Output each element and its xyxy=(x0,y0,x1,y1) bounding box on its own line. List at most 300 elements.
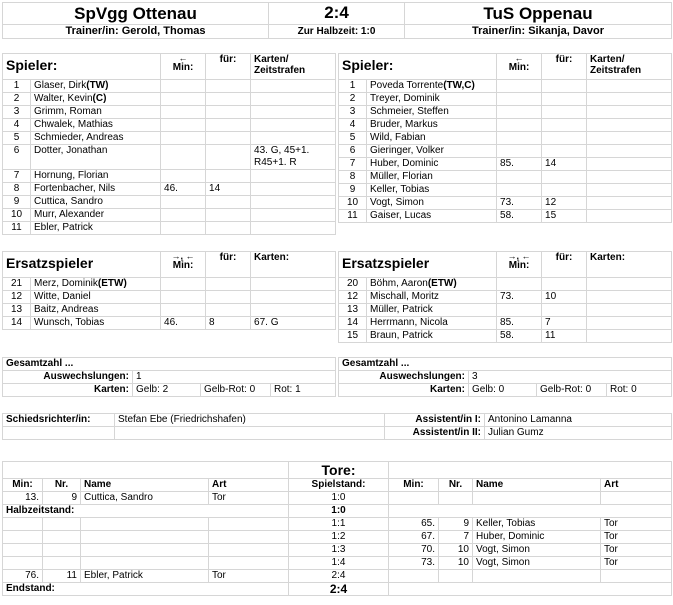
goal-row xyxy=(3,505,672,518)
player-cards xyxy=(587,80,672,93)
goals-table xyxy=(2,461,672,596)
player-name: Wunsch, Tobias xyxy=(34,317,105,328)
home-subs-section xyxy=(2,251,336,330)
player-number: 6 xyxy=(3,145,31,170)
final-score-value: 2:4 xyxy=(289,583,389,596)
min-label: Min: xyxy=(508,62,530,73)
sub-minute xyxy=(161,222,206,235)
player-row xyxy=(339,291,672,304)
halftime-score-value: 1:0 xyxy=(289,505,389,518)
home-team-name: SpVgg Ottenau xyxy=(3,3,269,25)
goal-type xyxy=(209,557,289,570)
min-label: Min: xyxy=(172,62,194,73)
player-name: Dotter, Jonathan xyxy=(34,145,108,156)
match-header xyxy=(2,2,672,39)
assistant2-name: Julian Gumz xyxy=(485,427,672,440)
player-number: 14 xyxy=(3,317,31,330)
player-row xyxy=(339,106,672,119)
sub-for-number xyxy=(542,106,587,119)
sub-minute xyxy=(161,145,206,170)
away-players-section xyxy=(338,53,672,223)
roster-title: Ersatzspieler xyxy=(339,252,497,278)
sub-minute xyxy=(161,119,206,132)
goal-row xyxy=(3,557,672,570)
goal-type: Tor xyxy=(601,544,672,557)
home-subs-table xyxy=(2,251,336,330)
player-name-cell xyxy=(31,291,161,304)
sub-for-number xyxy=(206,196,251,209)
player-cards xyxy=(251,196,336,209)
sub-for-number xyxy=(206,80,251,93)
player-cards xyxy=(587,330,672,343)
sub-minute xyxy=(161,304,206,317)
home-subs-label: Auswechslungen: xyxy=(3,371,133,384)
player-row xyxy=(339,304,672,317)
player-cards xyxy=(251,170,336,183)
away-yellow: Gelb: 0 xyxy=(469,384,537,397)
player-name-cell xyxy=(31,196,161,209)
sub-minute xyxy=(497,119,542,132)
player-name-cell xyxy=(367,145,497,158)
sub-for-number xyxy=(206,119,251,132)
goal-minute xyxy=(3,531,43,544)
goal-player-name: Vogt, Simon xyxy=(473,544,601,557)
player-cards xyxy=(251,209,336,222)
away-subs-count: 3 xyxy=(469,371,672,384)
player-number: 13 xyxy=(339,304,367,317)
player-cards xyxy=(587,197,672,210)
goal-player-number: 10 xyxy=(439,557,473,570)
player-row xyxy=(3,93,336,106)
home-red: Rot: 1 xyxy=(271,384,336,397)
goal-type xyxy=(209,518,289,531)
player-number: 1 xyxy=(3,80,31,93)
player-row xyxy=(339,278,672,291)
cards-label: Karten/ xyxy=(590,54,625,65)
roster-title: Spieler: xyxy=(339,54,497,80)
player-name-cell xyxy=(367,93,497,106)
sub-minute xyxy=(497,93,542,106)
player-name: Herrmann, Nicola xyxy=(370,317,448,328)
player-number: 12 xyxy=(339,291,367,304)
player-name-cell xyxy=(31,132,161,145)
player-name-cell xyxy=(367,106,497,119)
roster-header-row xyxy=(3,252,336,278)
sub-for-number xyxy=(206,278,251,291)
player-name: Treyer, Dominik xyxy=(370,93,440,104)
player-name-cell xyxy=(367,330,497,343)
player-name: Cuttica, Sandro xyxy=(34,196,103,207)
sub-minute xyxy=(497,184,542,197)
player-name: Schmeier, Steffen xyxy=(370,106,449,117)
player-number: 5 xyxy=(3,132,31,145)
sub-for-number xyxy=(542,304,587,317)
sub-minute xyxy=(497,145,542,158)
player-row xyxy=(339,210,672,223)
player-row xyxy=(3,106,336,119)
player-number: 2 xyxy=(3,93,31,106)
card-entry: R45+1. R xyxy=(254,157,297,168)
sub-for-number: 15 xyxy=(542,210,587,223)
goal-player-number xyxy=(439,492,473,505)
player-cards xyxy=(251,132,336,145)
player-number: 2 xyxy=(339,93,367,106)
player-name: Schmieder, Andreas xyxy=(34,132,124,143)
goal-col-min-away: Min: xyxy=(389,479,439,492)
player-cards xyxy=(587,145,672,158)
min-label: Min: xyxy=(508,260,530,271)
player-name-cell xyxy=(367,80,497,93)
roster-header-row xyxy=(339,252,672,278)
cards-col-header xyxy=(251,252,336,278)
min-col-header xyxy=(497,252,542,278)
sub-arrow-icon: →, ← xyxy=(171,251,195,261)
player-row xyxy=(3,183,336,196)
player-row xyxy=(3,145,336,170)
sub-minute: 46. xyxy=(161,317,206,330)
player-row xyxy=(339,132,672,145)
sub-for-number xyxy=(206,93,251,106)
for-col-header: für: xyxy=(206,54,251,80)
goal-player-name: Huber, Dominic xyxy=(473,531,601,544)
assistant2-label: Assistent/in II: xyxy=(385,427,485,440)
player-row xyxy=(3,222,336,235)
goal-minute: 73. xyxy=(389,557,439,570)
sub-for-number xyxy=(542,145,587,158)
player-number: 3 xyxy=(339,106,367,119)
sub-minute xyxy=(161,80,206,93)
sub-minute xyxy=(161,93,206,106)
player-name-cell xyxy=(367,158,497,171)
player-cards xyxy=(587,119,672,132)
home-cards-label: Karten: xyxy=(3,384,133,397)
goal-player-name: Keller, Tobias xyxy=(473,518,601,531)
min-label: Min: xyxy=(172,260,194,271)
goal-player-number xyxy=(439,570,473,583)
player-number: 10 xyxy=(3,209,31,222)
player-name: Glaser, Dirk xyxy=(34,80,87,91)
player-name: Gaiser, Lucas xyxy=(370,210,432,221)
sub-minute xyxy=(497,132,542,145)
player-row xyxy=(339,93,672,106)
sub-for-number xyxy=(542,119,587,132)
player-row xyxy=(3,291,336,304)
player-cards xyxy=(587,184,672,197)
goal-row xyxy=(3,570,672,583)
sub-for-number xyxy=(206,291,251,304)
player-cards xyxy=(587,317,672,330)
goal-row xyxy=(3,544,672,557)
referee-name: Stefan Ebe (Friedrichshafen) xyxy=(115,414,385,427)
player-number: 11 xyxy=(339,210,367,223)
final-score: 2:4 xyxy=(269,3,405,25)
player-name: Keller, Tobias xyxy=(370,184,430,195)
sub-for-number xyxy=(542,80,587,93)
sub-for-number xyxy=(542,184,587,197)
sub-for-number xyxy=(206,304,251,317)
sub-minute xyxy=(161,170,206,183)
player-name-cell xyxy=(31,317,161,330)
goal-type: Tor xyxy=(209,492,289,505)
goal-minute xyxy=(389,492,439,505)
halftime-score: Zur Halbzeit: 1:0 xyxy=(269,25,405,39)
away-yellow-red: Gelb-Rot: 0 xyxy=(537,384,607,397)
goal-type: Tor xyxy=(209,570,289,583)
running-score: 2:4 xyxy=(289,570,389,583)
player-cards xyxy=(251,278,336,291)
goal-row xyxy=(3,583,672,596)
player-number: 14 xyxy=(339,317,367,330)
player-role-tag: (ETW) xyxy=(97,278,127,289)
player-name-cell xyxy=(367,184,497,197)
player-name: Murr, Alexander xyxy=(34,209,105,220)
sub-minute: 73. xyxy=(497,197,542,210)
player-cards xyxy=(587,158,672,171)
player-name-cell xyxy=(31,145,161,170)
player-row xyxy=(3,209,336,222)
sub-for-number: 14 xyxy=(206,183,251,196)
player-name: Poveda Torrente xyxy=(370,80,444,91)
home-yellow-red: Gelb-Rot: 0 xyxy=(201,384,271,397)
goal-type xyxy=(209,531,289,544)
player-cards xyxy=(251,317,336,330)
sub-minute xyxy=(497,80,542,93)
sub-minute xyxy=(497,171,542,184)
player-name: Fortenbacher, Nils xyxy=(34,183,116,194)
goal-minute: 67. xyxy=(389,531,439,544)
player-number: 9 xyxy=(3,196,31,209)
player-name-cell xyxy=(367,197,497,210)
goal-player-name: Ebler, Patrick xyxy=(81,570,209,583)
player-row xyxy=(339,330,672,343)
goal-minute xyxy=(3,557,43,570)
player-name: Ebler, Patrick xyxy=(34,222,93,233)
player-cards xyxy=(251,291,336,304)
card-entry: 67. G xyxy=(254,317,279,328)
player-cards xyxy=(251,183,336,196)
player-cards xyxy=(251,106,336,119)
player-name: Hornung, Florian xyxy=(34,170,109,181)
player-number: 8 xyxy=(3,183,31,196)
player-name: Müller, Patrick xyxy=(370,304,433,315)
goal-player-number: 11 xyxy=(43,570,81,583)
player-name-cell xyxy=(367,317,497,330)
goal-player-number: 7 xyxy=(439,531,473,544)
sub-for-number xyxy=(542,278,587,291)
player-name: Bruder, Markus xyxy=(370,119,438,130)
player-number: 1 xyxy=(339,80,367,93)
min-col-header xyxy=(497,54,542,80)
referee-label: Schiedsrichter/in: xyxy=(3,414,115,427)
goal-player-number xyxy=(43,518,81,531)
player-name: Vogt, Simon xyxy=(370,197,424,208)
player-name: Walter, Kevin xyxy=(34,93,93,104)
player-row xyxy=(3,317,336,330)
player-number: 4 xyxy=(3,119,31,132)
sub-arrow-icon: ← xyxy=(514,53,524,63)
for-col-header: für: xyxy=(206,252,251,278)
goal-col-name-away: Name xyxy=(473,479,601,492)
player-row xyxy=(339,119,672,132)
min-col-header xyxy=(161,54,206,80)
player-cards xyxy=(587,106,672,119)
min-col-header xyxy=(161,252,206,278)
player-row xyxy=(339,80,672,93)
goal-type xyxy=(209,544,289,557)
sub-for-number xyxy=(542,132,587,145)
cards-label: Karten: xyxy=(254,252,290,263)
goal-type xyxy=(601,570,672,583)
goal-type: Tor xyxy=(601,531,672,544)
running-score: 1:0 xyxy=(289,492,389,505)
goal-type: Tor xyxy=(601,557,672,570)
player-cards xyxy=(251,304,336,317)
sub-for-number xyxy=(206,222,251,235)
goal-player-name xyxy=(81,531,209,544)
home-totals xyxy=(2,357,336,397)
goal-minute xyxy=(3,518,43,531)
player-row xyxy=(339,171,672,184)
sub-for-number xyxy=(542,171,587,184)
sub-minute xyxy=(161,291,206,304)
player-cards xyxy=(587,171,672,184)
goal-player-number: 9 xyxy=(439,518,473,531)
player-number: 4 xyxy=(339,119,367,132)
goal-minute: 65. xyxy=(389,518,439,531)
player-row xyxy=(3,196,336,209)
player-name-cell xyxy=(367,278,497,291)
player-number: 5 xyxy=(339,132,367,145)
player-number: 12 xyxy=(3,291,31,304)
sub-for-number xyxy=(206,145,251,170)
player-row xyxy=(3,119,336,132)
player-name-cell xyxy=(367,132,497,145)
home-coach: Trainer/in: Gerold, Thomas xyxy=(3,25,269,39)
goal-player-number xyxy=(43,544,81,557)
player-number: 15 xyxy=(339,330,367,343)
officials-table xyxy=(2,413,672,440)
cards-col-header xyxy=(587,252,672,278)
player-name-cell xyxy=(367,304,497,317)
away-coach: Trainer/in: Sikanja, Davor xyxy=(405,25,672,39)
goal-player-name xyxy=(81,557,209,570)
goal-col-name: Name xyxy=(81,479,209,492)
sub-minute xyxy=(497,304,542,317)
goal-player-number: 10 xyxy=(439,544,473,557)
player-cards xyxy=(587,132,672,145)
running-score: 1:3 xyxy=(289,544,389,557)
goal-col-nr: Nr. xyxy=(43,479,81,492)
player-name-cell xyxy=(31,183,161,196)
player-number: 13 xyxy=(3,304,31,317)
sub-minute xyxy=(161,278,206,291)
away-subs-table xyxy=(338,251,672,343)
running-score: 1:4 xyxy=(289,557,389,570)
player-name-cell xyxy=(367,119,497,132)
player-row xyxy=(3,80,336,93)
player-name-cell xyxy=(31,222,161,235)
home-total-label: Gesamtzahl ... xyxy=(3,358,336,371)
penalties-label: Zeitstrafen xyxy=(590,65,642,76)
halftime-label: Halbzeitstand: xyxy=(3,505,289,518)
away-totals xyxy=(338,357,672,397)
player-name: Merz, Dominik xyxy=(34,278,98,289)
goal-col-type-away: Art xyxy=(601,479,672,492)
player-name: Grimm, Roman xyxy=(34,106,102,117)
goal-col-min: Min: xyxy=(3,479,43,492)
player-name: Müller, Florian xyxy=(370,171,433,182)
player-row xyxy=(3,278,336,291)
goal-row xyxy=(3,518,672,531)
player-name-cell xyxy=(31,209,161,222)
player-row xyxy=(339,145,672,158)
away-subs-label: Auswechslungen: xyxy=(339,371,469,384)
sub-minute xyxy=(161,196,206,209)
player-name-cell xyxy=(31,170,161,183)
away-team-name: TuS Oppenau xyxy=(405,3,672,25)
away-red: Rot: 0 xyxy=(607,384,672,397)
player-cards xyxy=(251,119,336,132)
player-number: 21 xyxy=(3,278,31,291)
player-number: 11 xyxy=(3,222,31,235)
penalties-label: Zeitstrafen xyxy=(254,65,306,76)
sub-minute xyxy=(161,106,206,119)
goal-row xyxy=(3,531,672,544)
player-name: Böhm, Aaron xyxy=(370,278,428,289)
player-name: Mischall, Moritz xyxy=(370,291,439,302)
cards-label: Karten: xyxy=(590,252,626,263)
goal-player-name xyxy=(81,518,209,531)
sub-for-number: 7 xyxy=(542,317,587,330)
goal-col-type: Art xyxy=(209,479,289,492)
player-number: 9 xyxy=(339,184,367,197)
player-number: 7 xyxy=(339,158,367,171)
player-role-tag: (C) xyxy=(92,93,107,104)
player-name-cell xyxy=(367,171,497,184)
goal-player-name xyxy=(473,570,601,583)
home-yellow: Gelb: 2 xyxy=(133,384,201,397)
player-number: 10 xyxy=(339,197,367,210)
player-name: Braun, Patrick xyxy=(370,330,433,341)
cards-label: Karten/ xyxy=(254,54,289,65)
goal-type: Tor xyxy=(601,518,672,531)
player-name-cell xyxy=(31,278,161,291)
sub-minute: 73. xyxy=(497,291,542,304)
away-subs-section xyxy=(338,251,672,343)
sub-minute: 46. xyxy=(161,183,206,196)
card-entry: 43. G, 45+1. xyxy=(254,145,310,156)
goal-minute: 70. xyxy=(389,544,439,557)
goal-minute: 76. xyxy=(3,570,43,583)
home-players-table xyxy=(2,53,336,235)
player-cards xyxy=(587,93,672,106)
cards-col-header xyxy=(251,54,336,80)
sub-for-number xyxy=(542,93,587,106)
player-name-cell xyxy=(31,80,161,93)
goal-col-nr-away: Nr. xyxy=(439,479,473,492)
sub-minute xyxy=(497,106,542,119)
player-name-cell xyxy=(31,304,161,317)
player-cards xyxy=(587,278,672,291)
player-name-cell xyxy=(31,119,161,132)
cards-col-header xyxy=(587,54,672,80)
player-name: Chwalek, Mathias xyxy=(34,119,113,130)
player-role-tag: (TW) xyxy=(86,80,109,91)
goal-minute xyxy=(389,570,439,583)
goal-player-name: Cuttica, Sandro xyxy=(81,492,209,505)
home-subs-count: 1 xyxy=(133,371,336,384)
player-name-cell xyxy=(31,93,161,106)
